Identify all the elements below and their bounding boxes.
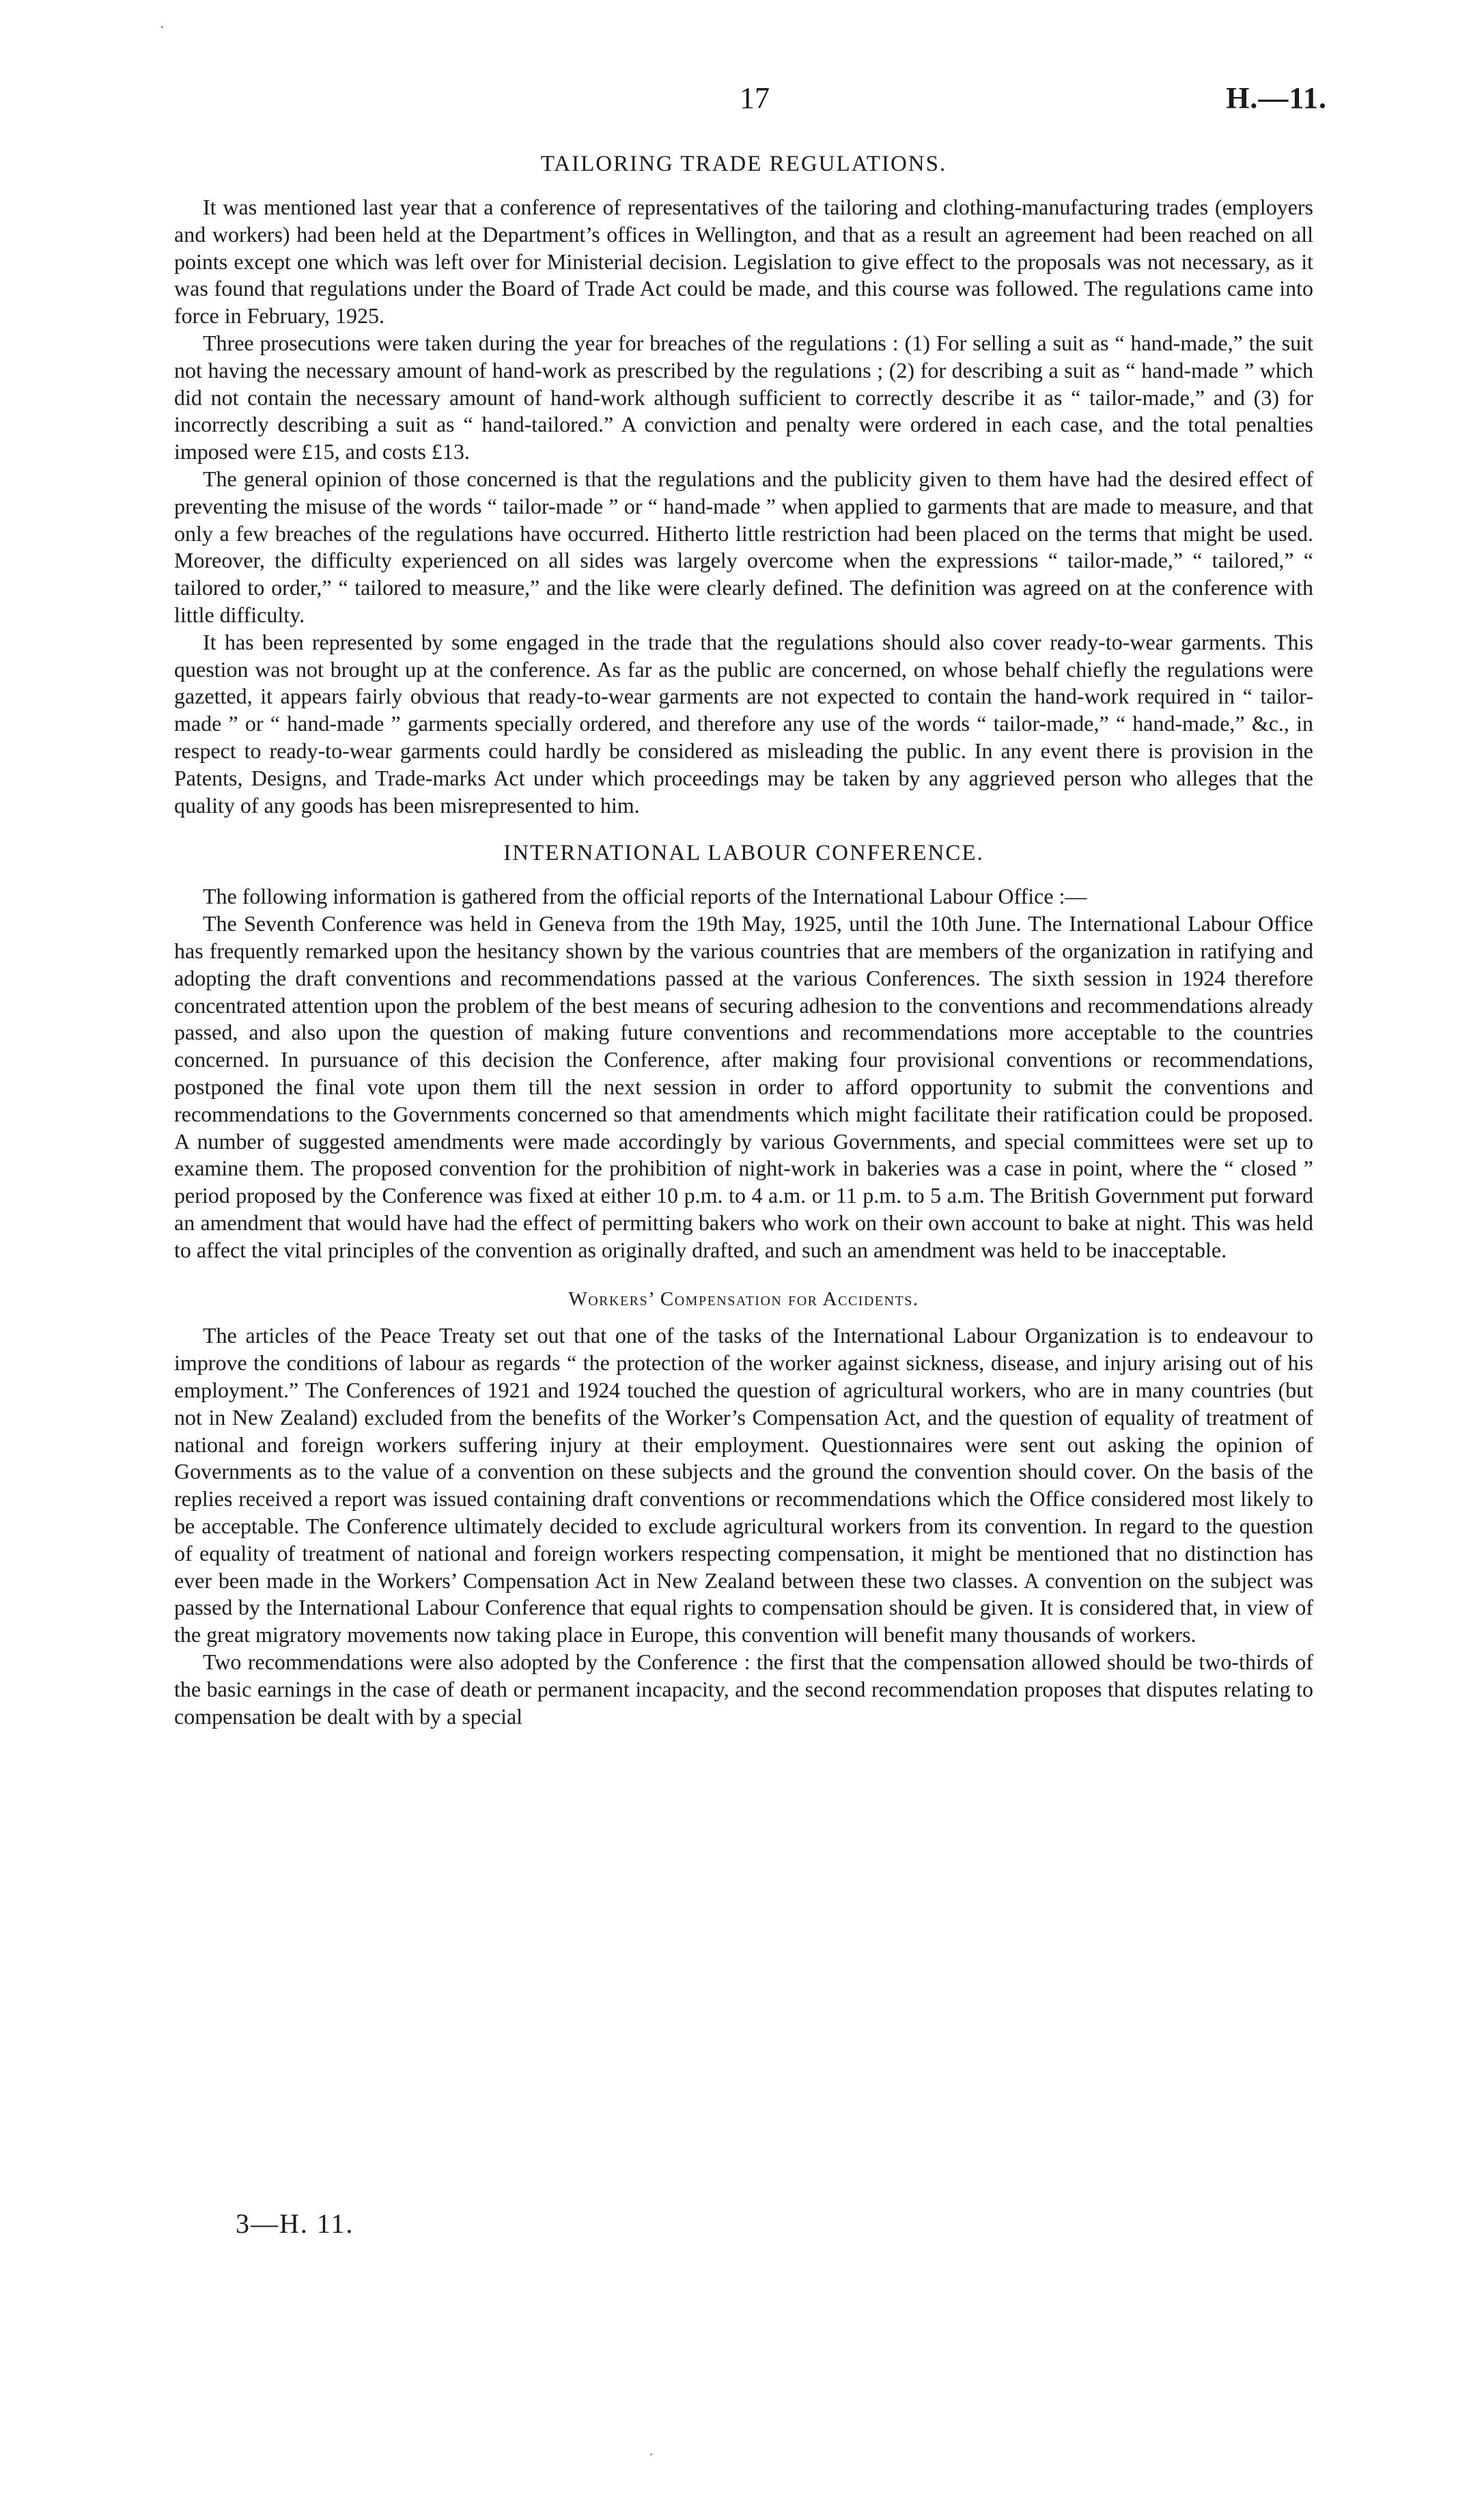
paragraph: The general opinion of those concerned is that the regulations and the publicity given to them have had the desired effect of preventing the misuse of the words “ tailor-made ” or “ hand-made ” when applied to garments that are made to measure, and that only a few breaches of the regulations have occurred. Hitherto little restriction had been placed on the terms that might be used. Moreover, the difficulty experienced on all sides was largely overcome when the expressions “ tailor-made,” “ tailored,” “ tailored to order,” “ tailored to measure,” and the like were clearly defined. The definition was agreed on at the conference with little difficulty.: [174, 466, 1313, 627]
section-spacer: [174, 819, 1313, 838]
section-heading: TAILORING TRADE REGULATIONS.: [540, 152, 947, 176]
paragraph: It was mentioned last year that a conference of representatives of the tailoring and clothing-manufacturing trades (employers and workers) had been held at the Department’s offices in Wellington, and that as a result an agreement had been reached on all points except one which was left over for Ministerial decision. Legislation to give effect to the proposals was not necessary, as it was found that regulations under the Board of Trade Act could be made, and this course was followed. The regulations came into force in February, 1925.: [174, 195, 1313, 329]
subsection-heading: Workers’ Compensation for Accidents.: [568, 1288, 919, 1311]
paragraph: The Seventh Conference was held in Geneva from the 19th May, 1925, until the 10th June. The International Labour Office has frequently remarked upon the hesitancy shown by the various countries that are members of the organization in ratifying and adopting the draft conventions and recommendations passed at the various Conferences. The sixth session in 1924 therefore concentrated attention upon the problem of the best means of securing adhesion to the conventions and recommendations already passed, and also upon the question of making future conventions and recommendations more acceptable to the countries concerned. In pursuance of this decision the Conference, after making four provisional conventions or recommendations, postponed the final vote upon them till the next session in order to afford opportunity to submit the conventions and recommendations to the Governments concerned so that amendments which might facilitate their ratification could be proposed. A number of suggested amendments were made accordingly by various Governments, and special committees were set up to examine them. The proposed convention for the prohibition of night-work in bakeries was a case in point, where the “ closed ” period proposed by the Conference was fixed at either 10 p.m. to 4 a.m. or 11 p.m. to 5 a.m. The British Government put forward an amendment that would have had the effect of permitting bakers who work on their own account to bake at night. This was held to affect the vital principles of the convention as originally drafted, and such an amendment was held to be inacceptable.: [174, 911, 1313, 1262]
paragraph: Two recommendations were also adopted by the Conference : the first that the compensation allowed should be two-thirds of the basic earnings in the case of death or permanent incapacity, and the second recommendation proposes that disputes relating to compensation be dealt with by a special: [174, 1649, 1313, 1729]
footer-signature-code: 3—H. 11.: [236, 2208, 354, 2239]
paragraph: Three prosecutions were taken during the year for breaches of the regulations : (1) For selling a suit as “ hand-made,” the suit not having the necessary amount of hand-work as prescribed by the regulations ; (2) for describing a suit as “ hand-made ” which did not contain the necessary amount of hand-work although sufficient to correctly describe it as “ tailor-made,” and (3) for incorrectly describing a suit as “ hand-tailored.” A conviction and penalty were ordered in each case, and the total penalties imposed were £15, and costs £13.: [174, 330, 1313, 464]
subsection-workers-compensation: [174, 1285, 1313, 1730]
document-body: [174, 149, 1313, 1730]
paragraph: The articles of the Peace Treaty set out that one of the tasks of the International Labour Organization is to endeavour to improve the conditions of labour as regards “ the protection of the worker against sickness, disease, and injury arising out of his employment.” The Conferences of 1921 and 1924 touched the question of agricultural workers, who are in many countries (but not in New Zealand) excluded from the benefits of the Worker’s Compensation Act, and the question of equality of treatment of national and foreign workers suffering injury at their employment. Questionnaires were sent out asking the opinion of Governments as to the value of a convention on these subjects and the ground the convention should cover. On the basis of the replies received a report was issued containing draft conventions or recommendations which the Office considered most likely to be acceptable. The Conference ultimately decided to exclude agricultural workers from its convention. In regard to the question of equality of treatment of national and foreign workers respecting compensation, it might be mentioned that no distinction has ever been made in the Workers’ Compensation Act in New Zealand between these two classes. A convention on the subject was passed by the International Labour Conference that equal rights to compensation should be given. It is considered that, in view of the great migratory movements now taking place in Europe, this convention will benefit many thousands of workers.: [174, 1323, 1313, 1647]
section-tailoring-trade-regulations: [174, 149, 1313, 819]
page-number: 17: [740, 81, 770, 115]
section-international-labour-conference: [174, 838, 1313, 1264]
document-code: H.—11.: [1226, 81, 1327, 115]
paragraph: It has been represented by some engaged in the trade that the regulations should also cover ready-to-wear garments. This question was not brought up at the conference. As far as the public are concerned, on whose behalf chiefly the regulations were gazetted, it appears fairly obvious that ready-to-wear garments are not expected to contain the hand-work required in “ tailor-made ” or “ hand-made ” garments specially ordered, and therefore any use of the words “ tailor-made,” “ hand-made,” &c., in respect to ready-to-wear garments could hardly be considered as misleading the public. In any event there is provision in the Patents, Designs, and Trade-marks Act under which proceedings may be taken by any aggrieved person who alleges that the quality of any goods has been misrepresented to him.: [174, 629, 1313, 818]
section-spacer: [174, 1264, 1313, 1285]
paragraph: The following information is gathered from the official reports of the International Labour Office :—: [203, 884, 1087, 909]
page-header: [0, 81, 1484, 135]
section-heading: INTERNATIONAL LABOUR CONFERENCE.: [503, 841, 984, 866]
scan-speck: [161, 26, 163, 28]
scan-speck: [650, 2453, 652, 2455]
